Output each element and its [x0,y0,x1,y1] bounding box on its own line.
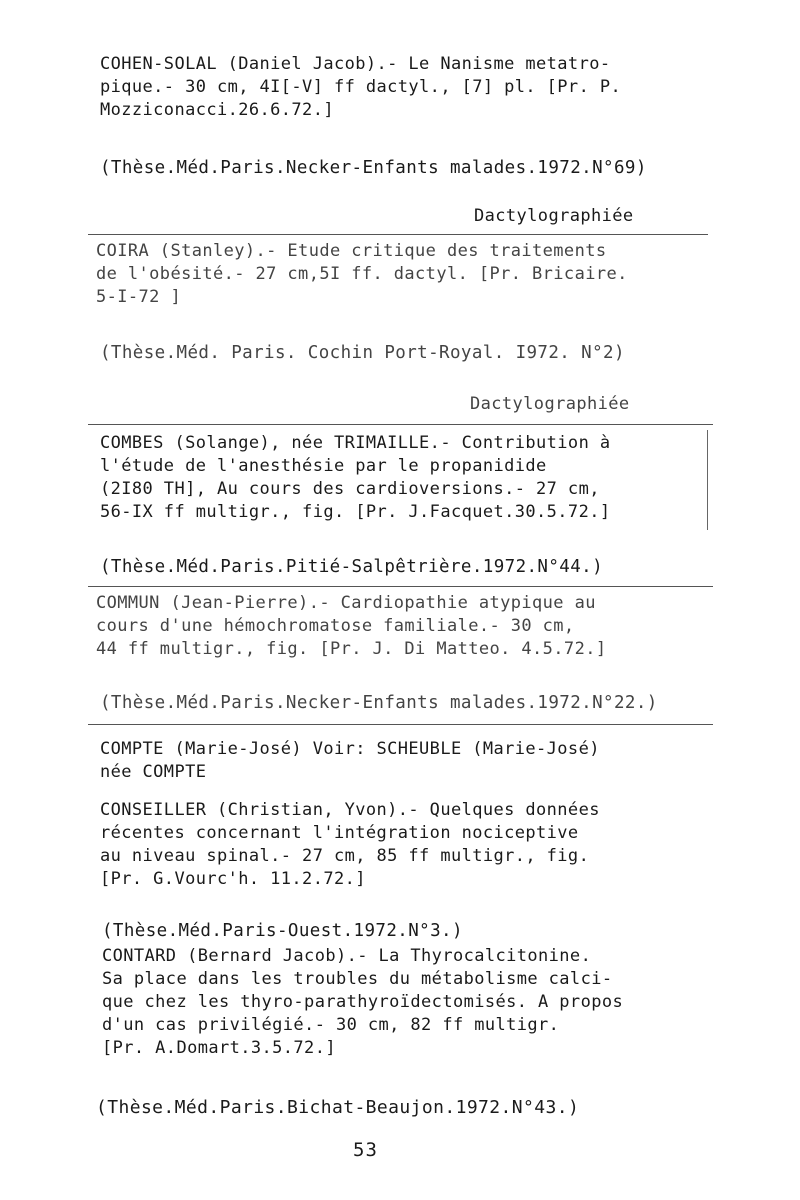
typescript-note: Dactylographiée [474,206,634,226]
entry-line: CONTARD (Bernard Jacob).- La Thyrocalcitonine. [102,946,592,966]
entry-divider [88,586,713,587]
catalog-entry-commun [96,592,716,661]
entry-line: 5-I-72 ] [96,287,182,307]
entry-line: CONSEILLER (Christian, Yvon).- Quelques données [100,800,600,820]
entry-line: [Pr. A.Domart.3.5.72.] [102,1038,336,1058]
entry-line: d'un cas privilégié.- 30 cm, 82 ff multigr. [102,1015,560,1035]
entry-line: COMMUN (Jean-Pierre).- Cardiopathie atypique au [96,593,596,613]
catalog-entry-contard [102,945,722,1060]
entry-line: (2I80 TH], Au cours des cardioversions.- 27 cm, [100,479,600,499]
typescript-note: Dactylographiée [470,394,630,414]
thesis-reference: (Thèse.Méd.Paris.Bichat-Beaujon.1972.N°43.) [96,1097,580,1118]
thesis-reference: (Thèse.Méd.Paris.Necker-Enfants malades.1972.N°22.) [100,693,658,713]
thesis-reference: (Thèse.Méd. Paris. Cochin Port-Royal. I972. N°2) [100,343,625,363]
entry-line: COMPTE (Marie-José) Voir: SCHEUBLE (Marie-José) [100,739,600,759]
entry-line: 44 ff multigr., fig. [Pr. J. Di Matteo. 4.5.72.] [96,639,607,659]
entry-line: COIRA (Stanley).- Etude critique des traitements [96,241,607,261]
entry-line: l'étude de l'anesthésie par le propanidide [100,456,547,476]
card-edge [707,430,708,530]
thesis-reference: (Thèse.Méd.Paris.Pitié-Salpêtrière.1972.N°44.) [100,557,604,577]
entry-line: cours d'une hémochromatose familiale.- 30 cm, [96,616,575,636]
entry-line: 56-IX ff multigr., fig. [Pr. J.Facquet.30.5.72.] [100,502,611,522]
entry-divider [88,724,713,725]
entry-line: née COMPTE [100,762,207,782]
entry-line: Sa place dans les troubles du métabolisme calci- [102,969,613,989]
entry-line: récentes concernant l'intégration nociceptive [100,823,579,843]
entry-line: COMBES (Solange), née TRIMAILLE.- Contribution à [100,433,611,453]
entry-line: que chez les thyro-parathyroïdectomisés. A propos [102,992,624,1012]
page-number: 53 [353,1139,378,1161]
thesis-reference: (Thèse.Méd.Paris-Ouest.1972.N°3.) [102,921,463,941]
catalog-entry-combes [100,432,720,524]
entry-line: [Pr. G.Vourc'h. 11.2.72.] [100,869,366,889]
entry-line: COHEN-SOLAL (Daniel Jacob).- Le Nanisme metatro- [100,54,611,74]
entry-line: Mozziconacci.26.6.72.] [100,100,334,120]
entry-line: au niveau spinal.- 27 cm, 85 ff multigr., fig. [100,846,590,866]
catalog-entry-coira [96,240,716,309]
catalog-entry-cohen-solal [100,53,720,122]
entry-divider [88,234,708,235]
thesis-reference: (Thèse.Méd.Paris.Necker-Enfants malades.1972.N°69) [100,158,647,178]
entry-line: pique.- 30 cm, 4I[-V] ff dactyl., [7] pl. [Pr. P. [100,77,622,97]
entry-divider [88,424,713,425]
catalog-entry-conseiller [100,799,720,891]
entry-line: de l'obésité.- 27 cm,5I ff. dactyl. [Pr. Bricaire. [96,264,628,284]
catalog-entry-compte [100,738,720,784]
